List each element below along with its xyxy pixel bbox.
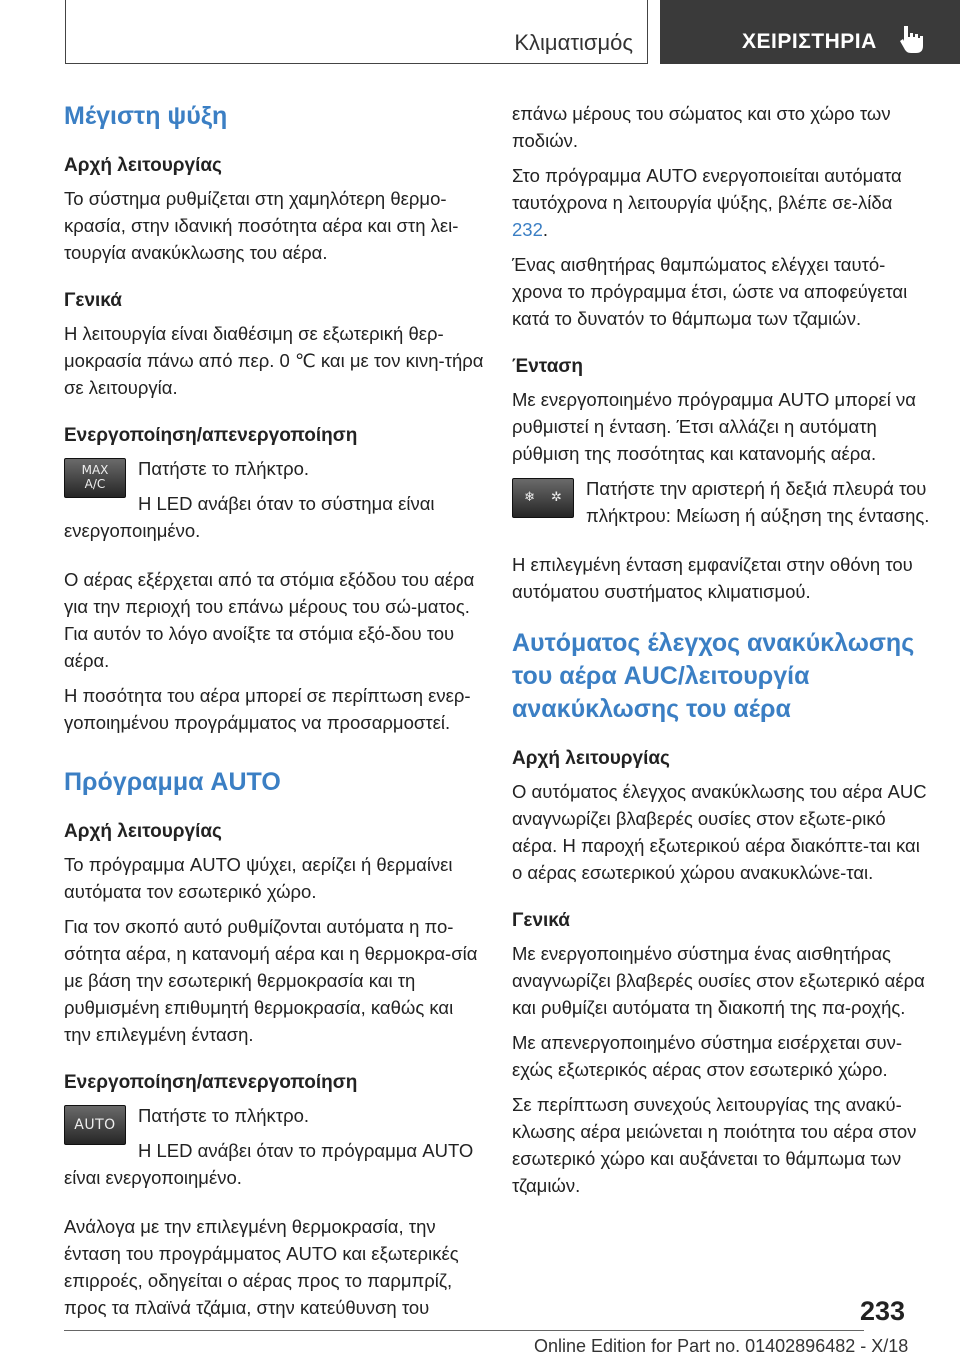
max-ac-instruction <box>64 455 484 544</box>
heading-max-cooling: Μέγιστη ψύξη <box>64 102 228 130</box>
paragraph: Πατήστε την αριστερή ή δεξιά πλευρά του πλήκτρου: Μείωση ή αύξηση της έντασης. <box>586 478 930 526</box>
intensity-button-image <box>512 478 574 518</box>
paragraph: Με ενεργοποιημένο σύστημα ένας αισθητήρας αναγνωρίζει βλαβερές ουσίες στον εξωτερικό αέρα και ρυθμίζει αυτόματα τη διακοπή της πα-ροχής. <box>512 943 925 1018</box>
paragraph: επάνω μέρους του σώματος και στο χώρο των ποδιών. <box>512 103 891 151</box>
paragraph: Η λειτουργία είναι διαθέσιμη σε εξωτερική θερ-μοκρασία πάνω από περ. 0 ℃ και με τον κινη-τήρα σε λειτουργία. <box>64 323 484 398</box>
auto-button-image: AUTO <box>64 1105 126 1145</box>
subheading-intensity: Ένταση <box>512 356 584 377</box>
section-title: Κλιματισμός <box>514 30 633 55</box>
header-section-box <box>65 0 648 64</box>
paragraph: Πατήστε το πλήκτρο. <box>138 458 310 479</box>
page-link[interactable]: 232 <box>512 219 543 240</box>
paragraph: Στο πρόγραμμα AUTO ενεργοποιείται αυτόματα ταυτόχρονα η λειτουργία ψύξης, βλέπε σε-λίδα 232. <box>512 165 902 240</box>
footer-divider <box>64 1330 864 1331</box>
paragraph: Ο αέρας εξέρχεται από τα στόμια εξόδου του αέρα για την περιοχή του επάνω μέρους του σώ-ματος. Για αυτόν το λόγο ανοίξτε τα στόμια εξό-δου του αέρα. <box>64 569 475 671</box>
paragraph: Η LED ανάβει όταν το πρόγραμμα AUTO είναι ενεργοποιημένο. <box>64 1140 474 1188</box>
paragraph: Η επιλεγμένη ένταση εμφανίζεται στην οθόνη του αυτόματου συστήματος κλιματισμού. <box>512 554 913 602</box>
paragraph: Ο αυτόματος έλεγχος ανακύκλωσης του αέρα AUC αναγνωρίζει βλαβερές ουσίες στον εξωτε-ρικό αέρα. Η παροχή εξωτερικού αέρα διακόπτε-ται και ο αέρας εσωτερικού χώρου ανακυκλώνε-ται. <box>512 781 927 883</box>
paragraph: Με ενεργοποιημένο πρόγραμμα AUTO μπορεί να ρυθμιστεί η ένταση. Έτσι αλλάζει η αυτόματη ρύθμιση της ποσότητας και κατανομής αέρα. <box>512 389 916 464</box>
subheading-general: Γενικά <box>512 910 570 931</box>
heading-auto-program: Πρόγραμμα AUTO <box>64 768 281 796</box>
paragraph: Το σύστημα ρυθμίζεται στη χαμηλότερη θερμο-κρασία, στην ιδανική ποσότητα αέρα και στη λει-τουργία ανακύκλωσης του αέρα. <box>64 188 459 263</box>
subheading-onoff: Ενεργοποίηση/απενεργοποίηση <box>64 1072 358 1093</box>
paragraph: Για τον σκοπό αυτό ρυθμίζονται αυτόματα η πο-σότητα αέρα, η κατανομή αέρα και η θερμοκρα-σία με βάση την εσωτερική θερμοκρασία και τη ρυθμισμένη επιθυμητή θερμοκρασία, καθώς και την επιλεγμένη ένταση. <box>64 916 478 1045</box>
paragraph: Πατήστε το πλήκτρο. <box>138 1105 310 1126</box>
paragraph: Σε περίπτωση συνεχούς λειτουργίας της ανακύ-κλωσης αέρα μειώνεται η ποιότητα του αέρα στον εσωτερικό χώρο και αυξάνεται το θάμπωμα των τζαμιών. <box>512 1094 917 1196</box>
paragraph: Ανάλογα με την επιλεγμένη θερμοκρασία, την ένταση του προγράμματος AUTO και εξωτερικές επιρροές, οδηγείται ο αέρας προς το παρμπρίζ, προς τα πλαϊνά τζάμια, στην κατεύθυνση του <box>64 1216 459 1318</box>
subheading-principle: Αρχή λειτουργίας <box>64 821 222 842</box>
fan-low-icon: ❄ <box>524 490 535 505</box>
max-ac-button-image: MAX A/C <box>64 458 126 498</box>
subheading-principle: Αρχή λειτουργίας <box>512 748 670 769</box>
subheading-principle: Αρχή λειτουργίας <box>64 155 222 176</box>
intensity-instruction <box>512 475 932 529</box>
left-column <box>64 100 484 1329</box>
page-number: 233 <box>860 1296 906 1326</box>
auto-instruction <box>64 1102 484 1191</box>
footer-edition: Online Edition for Part no. 01402896482 - X/18 <box>534 1336 909 1356</box>
fan-high-icon: ✲ <box>551 490 562 505</box>
header-chapter-box <box>660 0 960 64</box>
paragraph: Το πρόγραμμα AUTO ψύχει, αερίζει ή θερμαίνει αυτόματα τον εσωτερικό χώρο. <box>64 854 453 902</box>
subheading-general: Γενικά <box>64 290 122 311</box>
heading-auc: Αυτόματος έλεγχος ανακύκλωσης του αέρα AUC/λειτουργία ανακύκλωσης του αέρα <box>512 629 915 723</box>
paragraph: Η ποσότητα του αέρα μπορεί σε περίπτωση ενερ-γοποιημένου προγράμματος να προσαρμοστεί. <box>64 685 471 733</box>
paragraph: Με απενεργοποιημένο σύστημα εισέρχεται συν-εχώς εξωτερικός αέρας στον εσωτερικό χώρο. <box>512 1032 903 1080</box>
hand-pointer-icon <box>896 22 930 56</box>
chapter-title: ΧΕΙΡΙΣΤΗΡΙΑ <box>742 30 877 53</box>
subheading-onoff: Ενεργοποίηση/απενεργοποίηση <box>64 425 358 446</box>
paragraph: Η LED ανάβει όταν το σύστημα είναι ενεργοποιημένο. <box>64 493 435 541</box>
right-column <box>512 100 932 1207</box>
paragraph: Ένας αισθητήρας θαμπώματος ελέγχει ταυτό-χρονα το πρόγραμμα έτσι, ώστε να αποφεύγεται κατά το δυνατόν το θάμπωμα των τζαμιών. <box>512 254 908 329</box>
